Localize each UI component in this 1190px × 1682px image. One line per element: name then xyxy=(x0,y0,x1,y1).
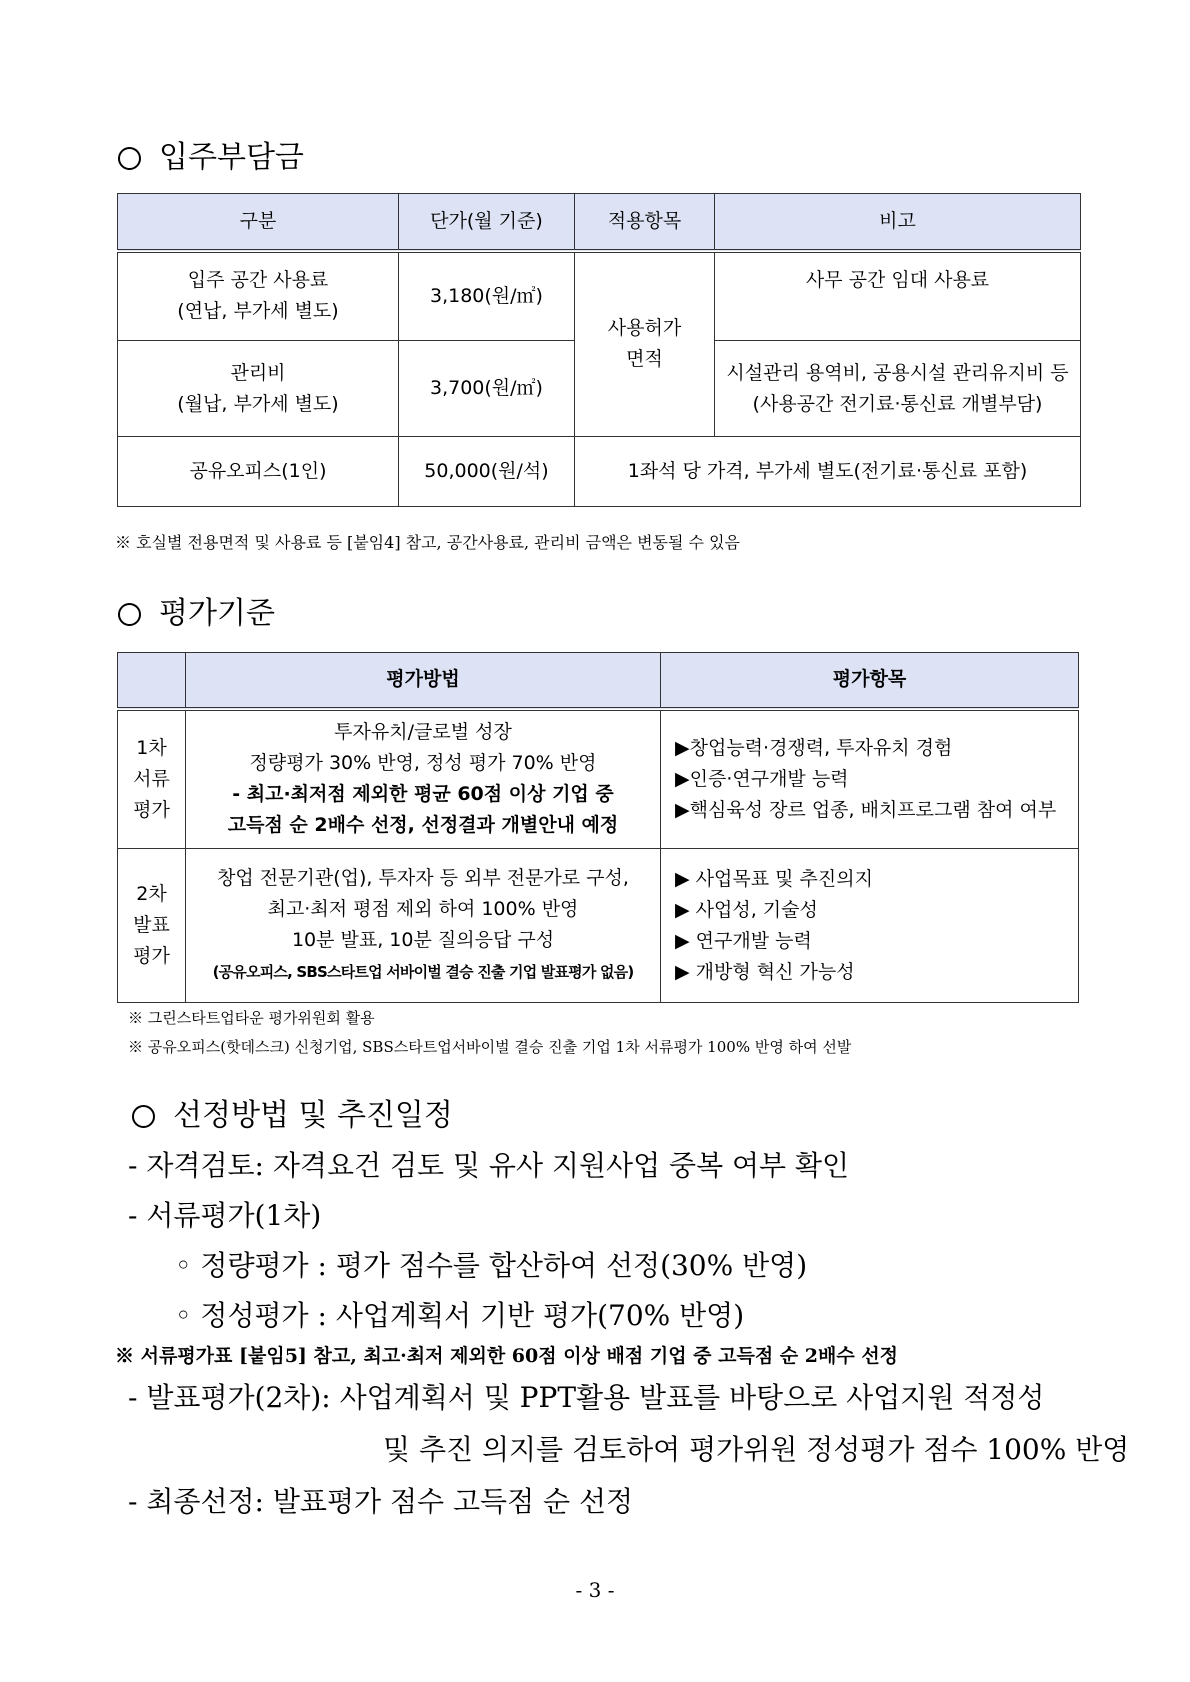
items-cell: ▶ 사업목표 및 추진의지 ▶ 사업성, 기술성 ▶ 연구개발 능력 ▶ 개방형 혁신 가능성 xyxy=(661,849,1079,1003)
remark-cell: 1좌석 당 가격, 부가세 별도(전기료·통신료 포함) xyxy=(575,437,1081,507)
stage-cell: 2차 발표 평가 xyxy=(118,849,186,1003)
table-row xyxy=(118,437,1081,507)
section-heading-fee xyxy=(118,140,304,176)
category-cell: 공유오피스(1인) xyxy=(118,437,399,507)
fee-table xyxy=(117,193,1081,507)
criteria-footnote: ※ 공유오피스(핫데스크) 신청기업, SBS스타트업서바이벌 결승 진출 기업 1차 서류평가 100% 반영 하여 선발 xyxy=(128,1038,852,1056)
remark-cell: 사무 공간 임대 사용료 xyxy=(715,251,1081,341)
category-cell: 입주 공간 사용료 (연납, 부가세 별도) xyxy=(118,251,399,341)
table-row xyxy=(118,709,1079,849)
circle-bullet-icon xyxy=(132,1105,155,1128)
page-number: - 3 - xyxy=(575,1578,615,1602)
column-header: 평가항목 xyxy=(661,653,1079,709)
price-cell: 50,000(원/석) xyxy=(399,437,575,507)
price-cell: 3,180(원/㎡) xyxy=(399,251,575,341)
circle-bullet-icon xyxy=(118,603,141,626)
section-title: 평가기준 xyxy=(159,596,275,631)
section-heading-schedule xyxy=(132,1098,453,1134)
stage-cell: 1차 서류 평가 xyxy=(118,709,186,849)
schedule-line: - 서류평가(1차) xyxy=(128,1199,322,1232)
remark-cell: 시설관리 용역비, 공용시설 관리유지비 등 (사용공간 전기료·통신료 개별부담) xyxy=(715,341,1081,437)
schedule-subline: ◦ 정량평가 : 평가 점수를 합산하여 선정(30% 반영) xyxy=(175,1249,808,1282)
method-cell: 투자유치/글로벌 성장 정량평가 30% 반영, 정성 평가 70% 반영 - 최고·최저점 제외한 평균 60점 이상 기업 중 고득점 순 2배수 선정, 선정결과 개별안내 예정 xyxy=(186,709,661,849)
section-title: 입주부담금 xyxy=(159,140,304,175)
items-cell: ▶창업능력·경쟁력, 투자유치 경험 ▶인증·연구개발 능력 ▶핵심육성 장르 업종, 배치프로그램 참여 여부 xyxy=(661,709,1079,849)
column-header: 비고 xyxy=(715,194,1081,251)
schedule-line: - 발표평가(2차): 사업계획서 및 PPT활용 발표를 바탕으로 사업지원 적정성 xyxy=(128,1381,1045,1414)
column-header: 적용항목 xyxy=(575,194,715,251)
apply-cell: 사용허가 면적 xyxy=(575,251,715,437)
table-header-row xyxy=(118,653,1079,709)
circle-bullet-icon xyxy=(118,147,141,170)
table-row xyxy=(118,251,1081,341)
table-header-row xyxy=(118,194,1081,251)
category-cell: 관리비 (월납, 부가세 별도) xyxy=(118,341,399,437)
column-header: 평가방법 xyxy=(186,653,661,709)
schedule-line: - 자격검토: 자격요건 검토 및 유사 지원사업 중복 여부 확인 xyxy=(128,1149,850,1182)
column-header: 단가(월 기준) xyxy=(399,194,575,251)
column-header: 구분 xyxy=(118,194,399,251)
section-title: 선정방법 및 추진일정 xyxy=(173,1098,453,1133)
evaluation-table xyxy=(117,652,1079,1003)
criteria-footnote: ※ 그린스타트업타운 평가위원회 활용 xyxy=(128,1009,375,1027)
schedule-subline: ◦ 정성평가 : 사업계획서 기반 평가(70% 반영) xyxy=(175,1299,745,1332)
fee-footnote: ※ 호실별 전용면적 및 사용료 등 [붙임4] 참고, 공간사용료, 관리비 금액은 변동될 수 있음 xyxy=(115,533,741,552)
schedule-note: ※ 서류평가표 [붙임5] 참고, 최고·최저 제외한 60점 이상 배점 기업 중 고득점 순 2배수 선정 xyxy=(115,1345,899,1367)
schedule-line-continued: 및 추진 의지를 검토하여 평가위원 정성평가 점수 100% 반영 xyxy=(383,1433,1130,1466)
section-heading-criteria xyxy=(118,596,275,632)
table-row xyxy=(118,849,1079,1003)
schedule-line: - 최종선정: 발표평가 점수 고득점 순 선정 xyxy=(128,1485,634,1518)
price-cell: 3,700(원/㎡) xyxy=(399,341,575,437)
column-header-empty xyxy=(118,653,186,709)
method-cell: 창업 전문기관(업), 투자자 등 외부 전문가로 구성, 최고·최저 평점 제외 하여 100% 반영 10분 발표, 10분 질의응답 구성 (공유오피스, SBS스타트업 서바이벌 결승 진출 기업 발표평가 없음) xyxy=(186,849,661,1003)
